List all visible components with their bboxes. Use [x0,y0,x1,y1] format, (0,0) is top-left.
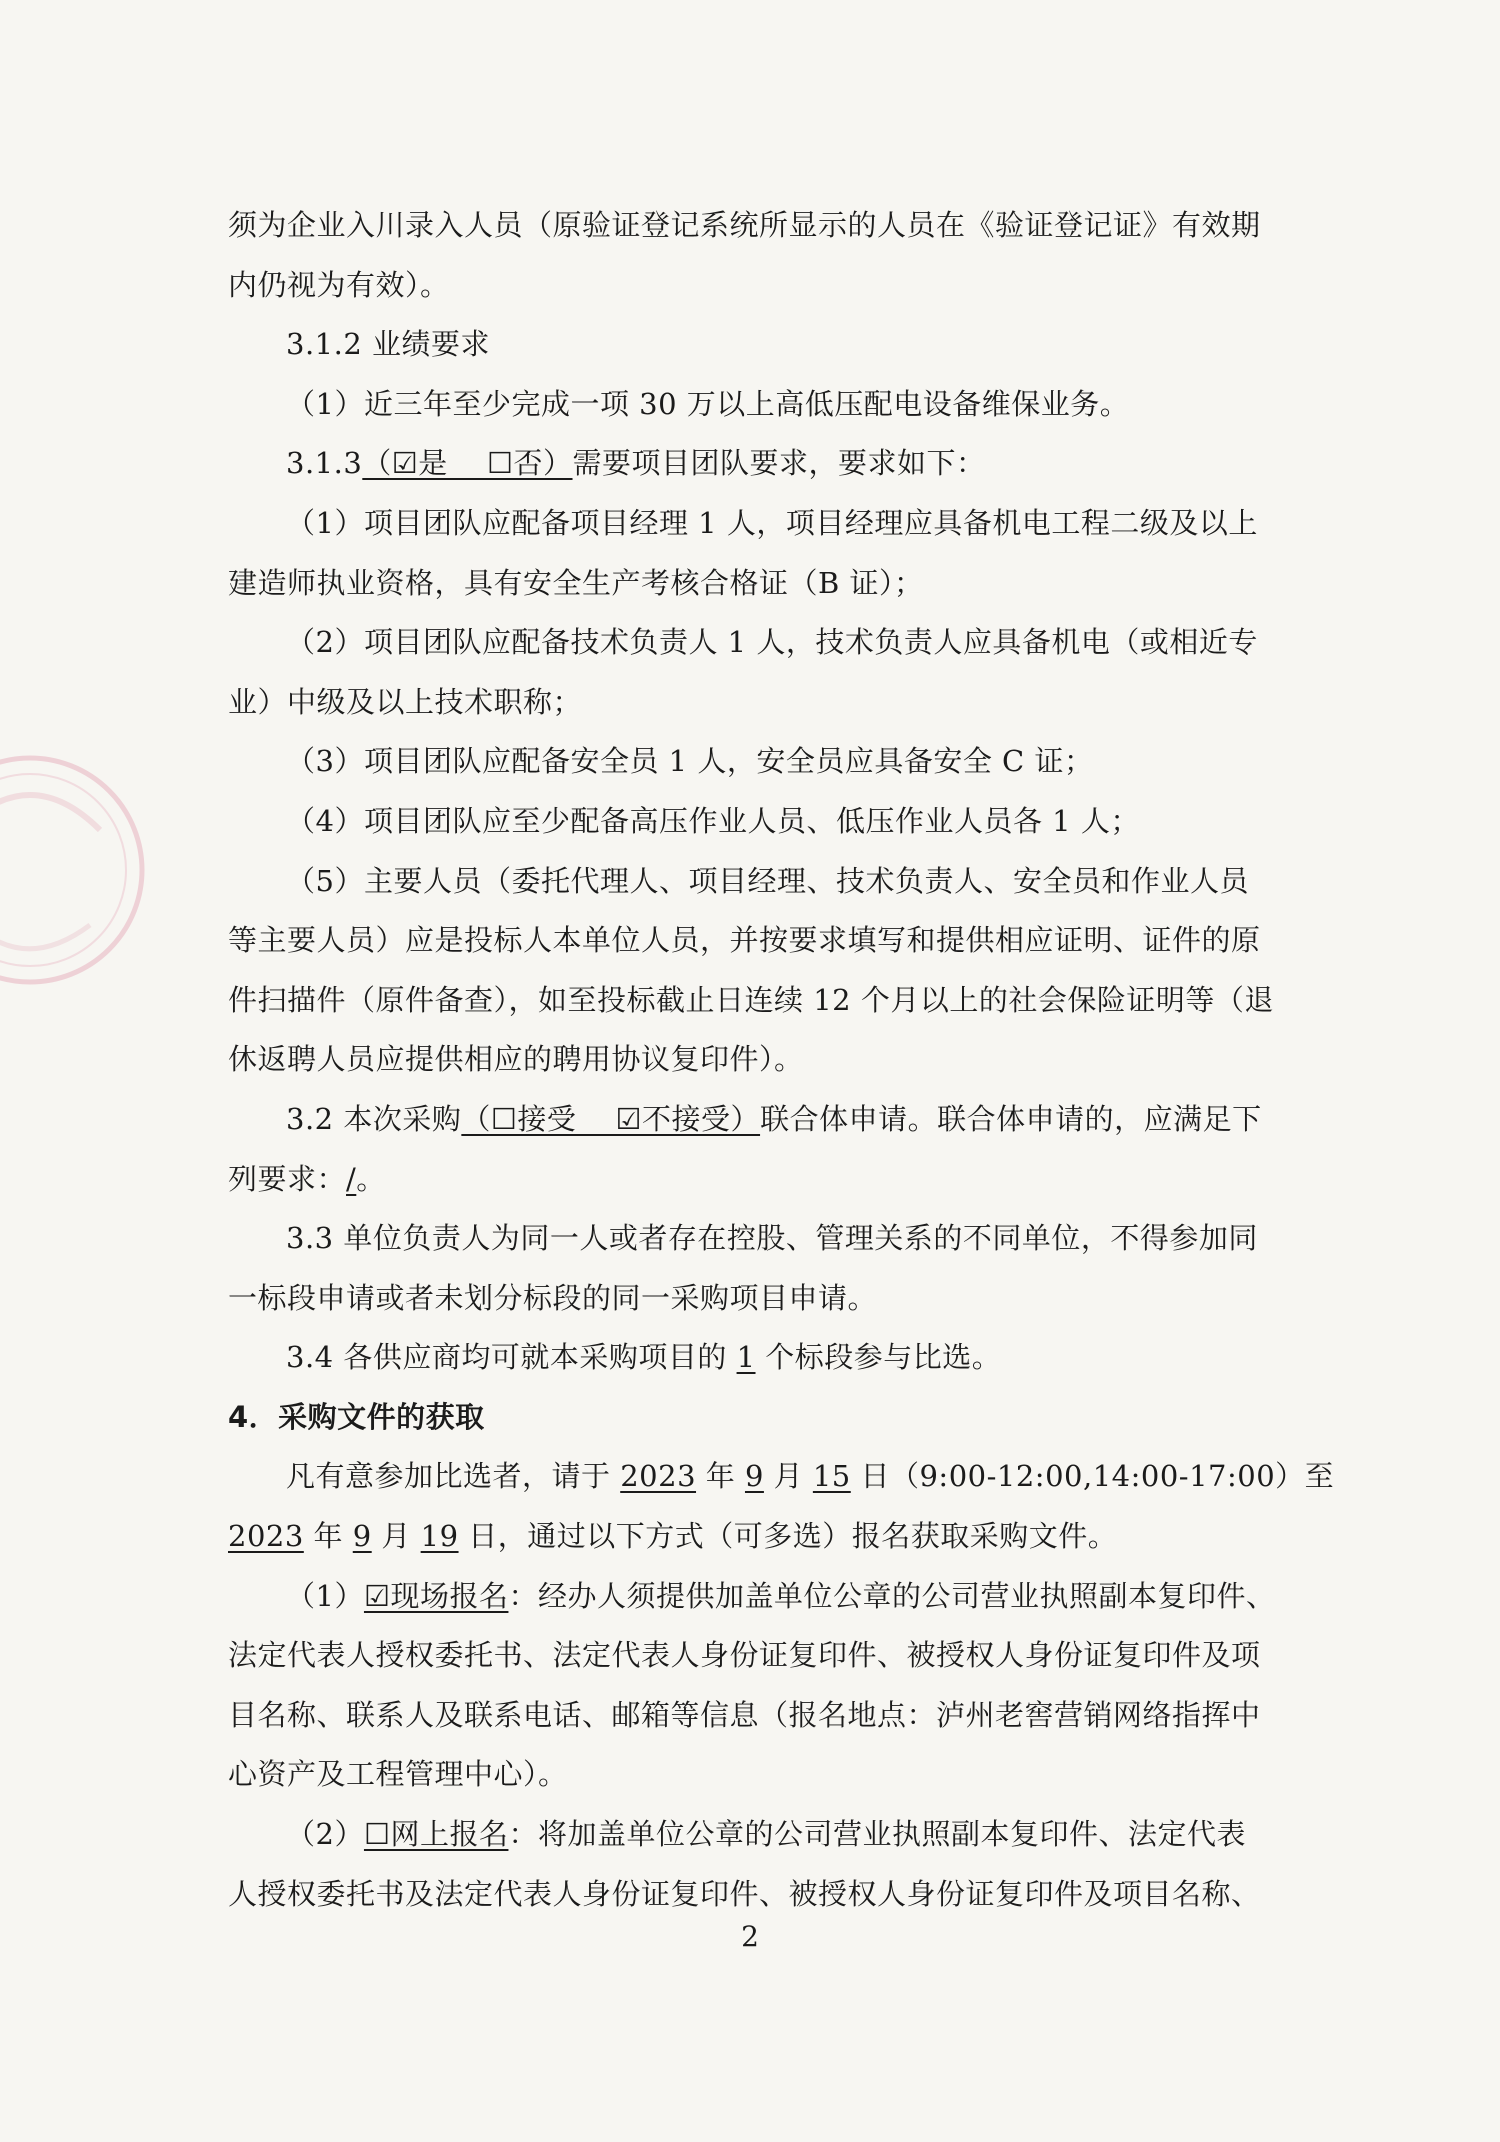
text-segment: 联合体申请。联合体申请的，应满足下 [760,1101,1262,1136]
text-line [228,256,1278,316]
text-segment: （5）主要人员（委托代理人、项目经理、技术负责人、安全员和作业人员 [286,863,1249,898]
text-segment: 件扫描件（原件备查），如至投标截止日连续 12 个月以上的社会保险证明等（退 [228,982,1274,1017]
text-segment: 3.2 本次采购 [286,1101,462,1136]
text-line [228,1030,1278,1090]
text-line [228,1745,1278,1805]
underlined-field: / [346,1161,357,1196]
text-segment: 凡有意参加比选者，请于 [286,1459,621,1494]
text-segment: 月 [763,1459,813,1494]
text-line [228,971,1278,1031]
text-segment: ：将加盖单位公章的公司营业执照副本复印件、法定代表 [508,1817,1246,1852]
text-segment: （1）项目团队应配备项目经理 1 人，项目经理应具备机电工程二级及以上 [286,505,1258,540]
text-segment: 业）中级及以上技术职称； [228,684,583,719]
text-segment: （2）项目团队应配备技术负责人 1 人，技术负责人应具备机电（或相近专 [286,625,1258,660]
text-line [228,315,1278,375]
text-segment: 目名称、联系人及联系电话、邮箱等信息（报名地点：泸州老窖营销网络指挥中 [228,1697,1261,1732]
underlined-field: 9 [352,1519,372,1554]
text-line [228,434,1278,494]
text-segment: 3.3 单位负责人为同一人或者存在控股、管理关系的不同单位，不得参加同 [286,1221,1258,1256]
text-line [228,375,1278,435]
underlined-field: （☑是 ☐否） [362,446,573,481]
text-line [228,613,1278,673]
text-line [228,911,1278,971]
text-line [228,1090,1278,1150]
text-segment: 心资产及工程管理中心）。 [228,1757,568,1792]
text-line [228,1626,1278,1686]
underlined-field: ☑现场报名 [363,1578,509,1613]
text-segment: 法定代表人授权委托书、法定代表人身份证复印件、被授权人身份证复印件及项 [228,1638,1261,1673]
text-segment: 年 [696,1459,745,1494]
page-number: 2 [741,1920,759,1953]
section-heading [228,1388,1278,1448]
text-segment: （2） [286,1817,364,1852]
text-line [228,1567,1278,1627]
text-segment: 月 [371,1519,421,1554]
underlined-field: 1 [736,1340,756,1375]
text-segment: （1） [286,1578,364,1613]
underlined-field: 9 [744,1459,764,1494]
red-seal-stamp-icon [0,720,190,1020]
text-segment: 等主要人员）应是投标人本单位人员，并按要求填写和提供相应证明、证件的原 [228,923,1261,958]
text-segment: 日，通过以下方式（可多选）报名获取采购文件。 [458,1519,1118,1554]
text-segment: 人授权委托书及法定代表人身份证复印件、被授权人身份证复印件及项目名称、 [228,1876,1261,1911]
text-segment: 4．采购文件的获取 [228,1399,485,1434]
text-line [228,1507,1278,1567]
text-segment: （4）项目团队应至少配备高压作业人员、低压作业人员各 1 人； [286,803,1140,838]
underlined-field: ☐网上报名 [363,1817,509,1852]
text-segment: 须为企业入川录入人员（原验证登记系统所显示的人员在《验证登记证》有效期 [228,208,1261,242]
text-segment: 一标段申请或者未划分标段的同一采购项目申请。 [228,1280,878,1315]
text-line [228,196,1278,256]
text-line [228,792,1278,852]
text-segment: 3.1.2 业绩要求 [286,327,491,362]
text-segment: 建造师执业资格，具有安全生产考核合格证（B 证）； [228,565,924,600]
text-line [228,494,1278,554]
text-line [228,1805,1278,1865]
text-segment: 日（9:00-12:00,14:00-17:00）至 [850,1459,1335,1494]
text-segment: ：经办人须提供加盖单位公章的公司营业执照副本复印件、 [508,1578,1276,1613]
text-line [228,1865,1278,1925]
text-segment: 。 [356,1161,386,1196]
text-segment: 需要项目团队要求，要求如下： [572,446,986,481]
underlined-field: 15 [812,1459,851,1494]
text-segment: 3.4 各供应商均可就本采购项目的 [286,1340,737,1375]
underlined-field: （☐接受 ☑不接受） [461,1101,761,1136]
text-segment: 内仍视为有效）。 [228,267,450,302]
text-segment: 休返聘人员应提供相应的聘用协议复印件）。 [228,1042,804,1077]
underlined-field: 2023 [620,1459,697,1494]
text-line [228,1447,1335,1507]
document-body [228,196,1335,1924]
text-segment: 个标段参与比选。 [755,1340,1002,1375]
text-line [228,852,1278,912]
underlined-field: 19 [420,1519,459,1554]
text-line [228,1328,1278,1388]
text-line [228,1150,1278,1210]
text-segment: 3.1.3 [286,446,363,481]
text-segment: （1）近三年至少完成一项 30 万以上高低压配电设备维保业务。 [286,386,1130,421]
text-segment: 年 [303,1519,353,1554]
text-segment: 列要求： [228,1161,347,1196]
underlined-field: 2023 [228,1519,304,1554]
text-line [228,1269,1278,1329]
text-line [228,732,1278,792]
text-segment: （3）项目团队应配备安全员 1 人，安全员应具备安全 C 证； [286,744,1094,779]
text-line [228,554,1278,614]
text-line [228,1209,1278,1269]
text-line [228,1686,1278,1746]
text-line [228,673,1278,733]
